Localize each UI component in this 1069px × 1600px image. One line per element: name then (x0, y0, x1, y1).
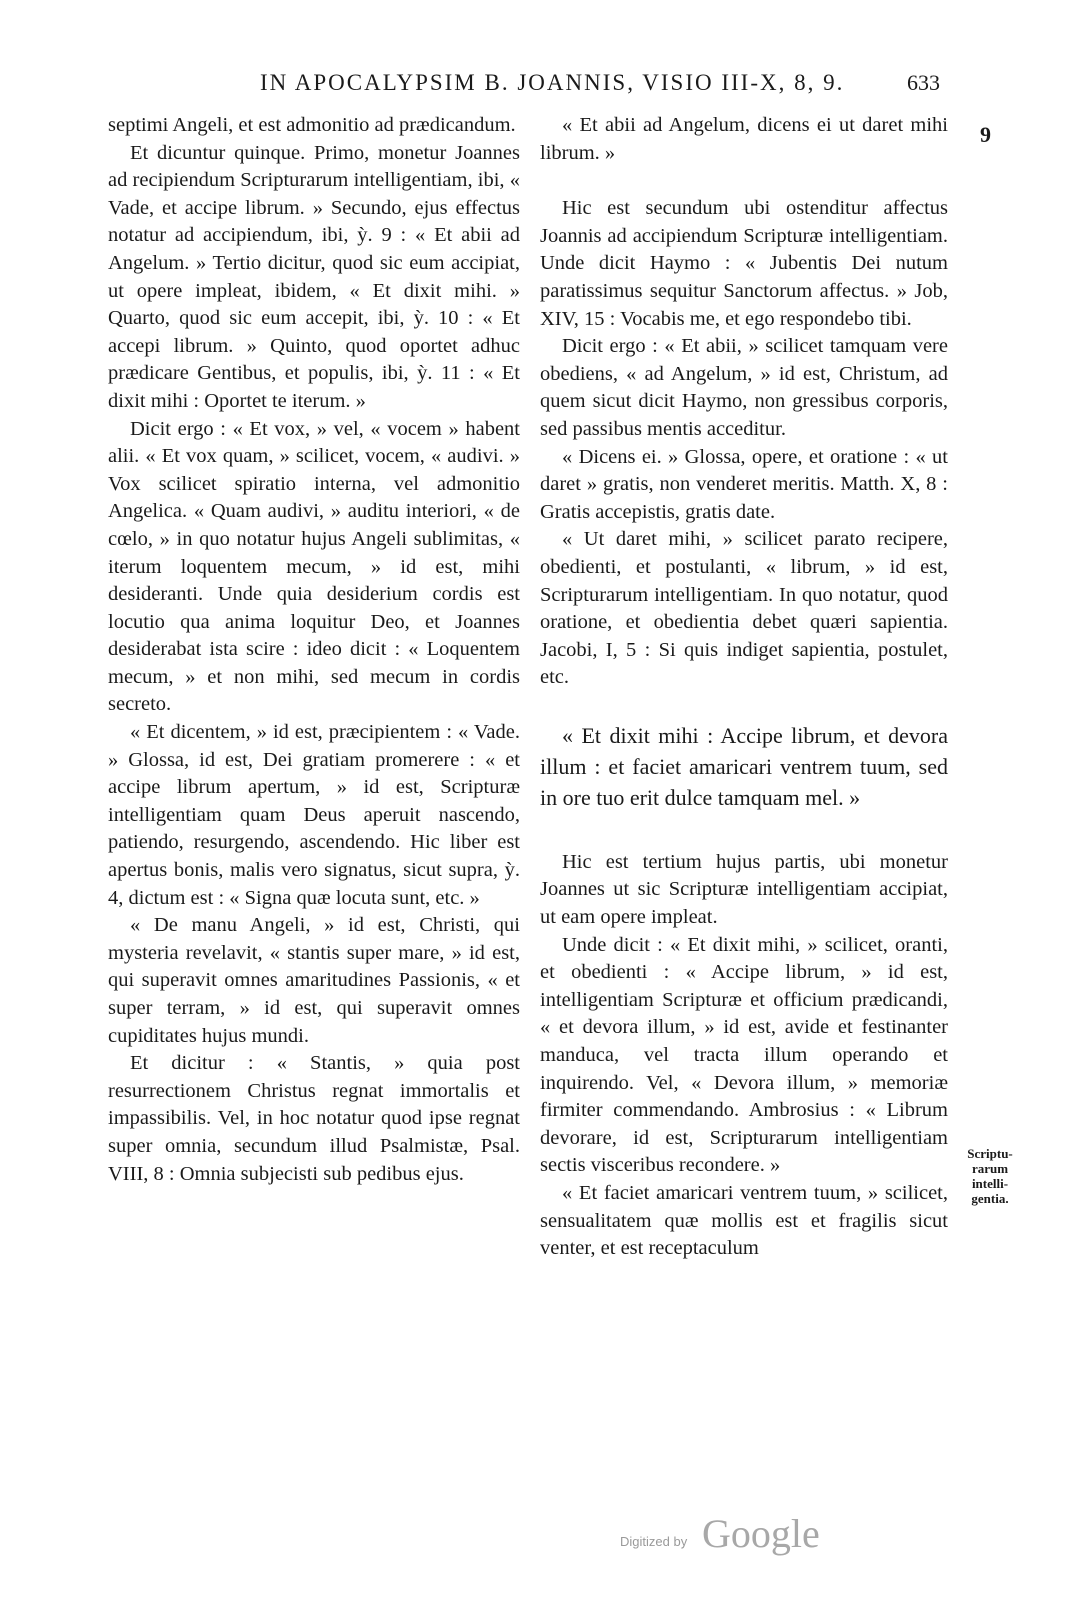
paragraph: septimi Angeli, et est admonitio ad prædicandum. (108, 114, 516, 136)
page-number: 633 (907, 70, 940, 95)
paragraph: « Et faciet amaricari ventrem tuum, » scilicet, sensualitatem quæ mollis est et fragilis sicut venter, et est receptaculum (540, 1182, 948, 1260)
running-header (240, 70, 940, 104)
marginal-note-line: intelli- (971, 1176, 1009, 1191)
paragraph: Et dicitur : « Stantis, » quia post resurrectionem Christus regnat immortalis et impassibilis. Vel, in hoc notatur quod ipse regnat super omnia, secundum illud Psalmistæ, Psal. VIII, 8 : Omnia subjecisti sub pedibus ejus. (108, 1052, 520, 1185)
verse-number: 9 (980, 122, 991, 147)
left-column (108, 112, 520, 1188)
marginal-note-line: gentia. (971, 1191, 1009, 1206)
paragraph: « De manu Angeli, » id est, Christi, qui mysteria revelavit, « stantis super mare, » id est, qui superavit omnes amaritudines Passionis, « et super terram, » id est, qui superavit omnes cupiditates hujus mundi. (108, 914, 520, 1047)
marginal-note (955, 1146, 1025, 1206)
marginal-note-line: Scriptu- (967, 1146, 1013, 1161)
paragraph: « Et dicentem, » id est, præcipientem : « Vade. » Glossa, id est, Dei gratiam promerere : « et accipe librum apertum, » id est, Scripturæ intelligentiam quam Deus aperuit nascendo, patiendo, resurgendo, ascendendo. Hic liber est apertus bonis, malis vero signatus, sicut supra, ỳ. 4, dictum est : « Signa quæ locuta sunt, etc. » (108, 721, 520, 909)
digitization-watermark (620, 1510, 850, 1560)
right-column (540, 112, 948, 1263)
paragraph: Dicit ergo : « Et abii, » scilicet tamquam vere obediens, « ad Angelum, » id est, Christum, ad quem sicut dicit Haymo, non gressibus corporis, sed passibus mentis acceditur. (540, 335, 948, 440)
paragraph: « Ut daret mihi, » scilicet parato recipere, obedienti, et postulanti, « librum, » id est, Scripturarum intelligentiam. In quo notatur, quod oratione, et obedientia debet quæri sapientia. Jacobi, I, 5 : Si quis indiget sapientia, postulet, etc. (540, 528, 948, 689)
digitized-label: Digitized by (620, 1534, 688, 1549)
google-logo: Google (702, 1511, 820, 1556)
paragraph: Hic est secundum ubi ostenditur affectus Joannis ad accipiendum Scripturæ intelligentiam. Unde dicit Haymo : « Jubentis Dei nutum paratissimus sequitur Sanctorum affectus. » Job, XIV, 15 : Vocabis me, et ego respondebo tibi. (540, 197, 948, 330)
paragraph: Et dicuntur quinque. Primo, monetur Joannes ad recipiendum Scripturarum intelligentiam, ibi, « Vade, et accipe librum. » Secundo, ejus effectus notatur ad accipiendum, ibi, ỳ. 9 : « Et abii ad Angelum. » Tertio dicitur, quod sic eum accipiat, ut opere impleat, ibidem, « Et dixit mihi. » Quarto, quod sic eum accepit, ibi, ỳ. 10 : « Et accepi librum. » Quinto, quod oportet adhuc prædicare Gentibus, et populis, ibi, ỳ. 11 : « Et dixit mihi : Oportet te iterum. » (108, 141, 520, 412)
paragraph: Dicit ergo : « Et vox, » vel, « vocem » habent alii. « Et vox quam, » scilicet, vocem, « audivi. » Vox scilicet spiratio interna, vel admonitio Angelica. « Quam audivi, » auditu interiori, « de cœlo, » in quo notatur hujus Angeli sublimitas, « iterum loquentem mecum, » id est, mihi desideranti. Unde quia desiderium cordis est locutio qua anima loquitur Deo, et Joannes desiderabat ista scire : ideo dicit : « Loquentem mecum, » et non mihi, sed mecum in cordis secreto. (108, 417, 520, 716)
running-title: IN APOCALYPSIM B. JOANNIS, VISIO III-X, 8, 9. (260, 70, 845, 95)
verse-text: « Et abii ad Angelum, dicens ei ut daret mihi librum. » (540, 114, 948, 164)
paragraph: Unde dicit : « Et dixit mihi, » scilicet, oranti, et obedienti : « Accipe librum, » id est, intelligentiam Scripturæ et officium prædicandi, « et devora illum, » id est, avide et festinanter manduca, vel tracta illum operando et inquirendo. Vel, « Devora illum, » memoriæ firmiter commendando. Ambrosius : « Librum devorare, id est, Scripturarum intelligentiam sectis visceribus recondere. » (540, 933, 948, 1177)
verse-text: « Et dixit mihi : Accipe librum, et devora illum : et faciet amaricari ventrem tuum, sed in ore tuo erit dulce tamquam mel. » (540, 722, 948, 810)
paragraph: Hic est tertium hujus partis, ubi monetur Joannes ut sic Scripturæ intelligentiam accipiat, ut eam opere impleat. (540, 850, 948, 929)
paragraph: « Dicens ei. » Glossa, opere, et oratione : « ut daret » gratis, non venderet meritis. Matth. X, 8 : Gratis accepistis, gratis date. (540, 445, 948, 523)
marginal-note-line: rarum (971, 1161, 1009, 1176)
